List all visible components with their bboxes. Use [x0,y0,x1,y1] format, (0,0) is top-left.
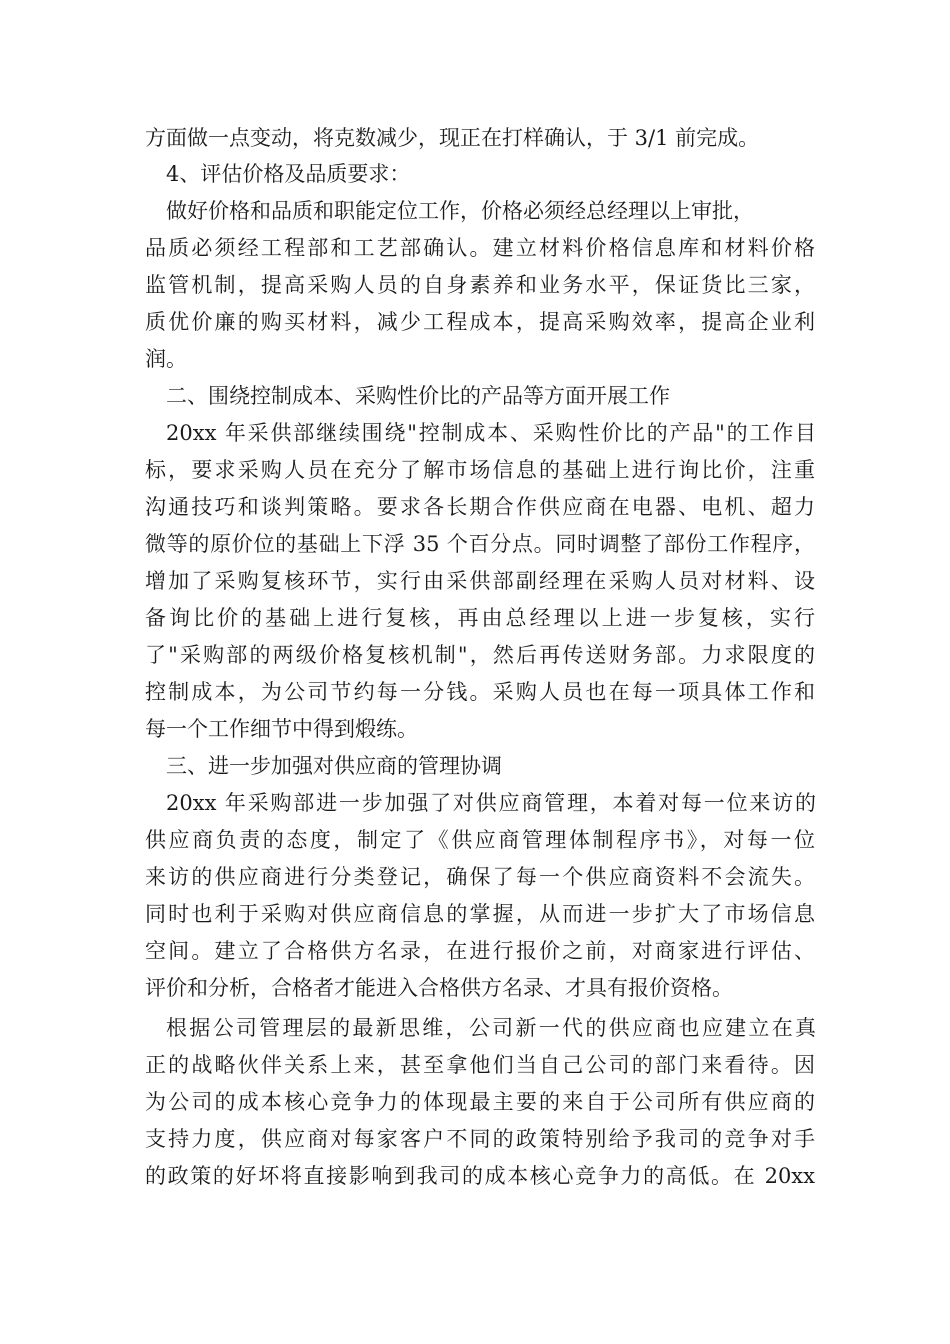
text-line: 空间。建立了合格供方名录，在进行报价之前，对商家进行评估、 [145,939,815,963]
text-line: 评价和分析，合格者才能进入合格供方名录、才具有报价资格。 [145,976,733,1000]
text-line: 20xx 年采购部进一步加强了对供应商管理，本着对每一位来访的 [166,791,816,815]
heading-line: 4、评估价格及品质要求： [166,162,411,186]
text-line: 的政策的好坏将直接影响到我司的成本核心竞争力的高低。在 20xx [145,1164,815,1188]
text-line: 支持力度，供应商对每家客户不同的政策特别给予我司的竞争对手 [145,1127,815,1151]
text-line: 做好价格和品质和职能定位工作，价格必须经总经理以上审批， [166,199,754,223]
text-line: 品质必须经工程部和工艺部确认。建立材料价格信息库和材料价格 [145,236,815,260]
text-line: 了"采购部的两级价格复核机制"，然后再传送财务部。力求限度的 [145,643,815,667]
text-line: 微等的原价位的基础上下浮 35 个百分点。同时调整了部份工作程序， [145,532,815,556]
text-line: 控制成本，为公司节约每一分钱。采购人员也在每一项具体工作和 [145,680,815,704]
text-line: 标，要求采购人员在充分了解市场信息的基础上进行询比价，注重 [145,458,815,482]
text-line: 质优价廉的购买材料，减少工程成本，提高采购效率，提高企业利 [145,310,815,334]
text-line: 方面做一点变动，将克数减少，现正在打样确认，于 3/1 前完成。 [145,126,760,150]
text-line: 监管机制，提高采购人员的自身素养和业务水平，保证货比三家， [145,273,815,297]
text-line: 根据公司管理层的最新思维，公司新一代的供应商也应建立在真 [166,1016,816,1040]
text-line: 为公司的成本核心竞争力的体现最主要的来自于公司所有供应商的 [145,1090,815,1114]
text-line: 正的战略伙伴关系上来，甚至拿他们当自己公司的部门来看待。因 [145,1053,815,1077]
section-heading: 三、进一步加强对供应商的管理协调 [166,754,502,778]
text-line: 备询比价的基础上进行复核，再由总经理以上进一步复核，实行 [145,606,815,630]
text-line: 供应商负责的态度，制定了《供应商管理体制程序书》，对每一位 [145,828,815,852]
text-line: 每一个工作细节中得到煅练。 [145,717,418,741]
text-line: 来访的供应商进行分类登记，确保了每一个供应商资料不会流失。 [145,865,815,889]
text-line: 润。 [145,347,187,371]
text-line: 同时也利于采购对供应商信息的掌握，从而进一步扩大了市场信息 [145,902,815,926]
text-line: 20xx 年采供部继续围绕"控制成本、采购性价比的产品"的工作目 [166,421,816,445]
text-line: 增加了采购复核环节，实行由采供部副经理在采购人员对材料、设 [145,569,815,593]
section-heading: 二、围绕控制成本、采购性价比的产品等方面开展工作 [166,384,670,408]
text-line: 沟通技巧和谈判策略。要求各长期合作供应商在电器、电机、超力 [145,495,815,519]
